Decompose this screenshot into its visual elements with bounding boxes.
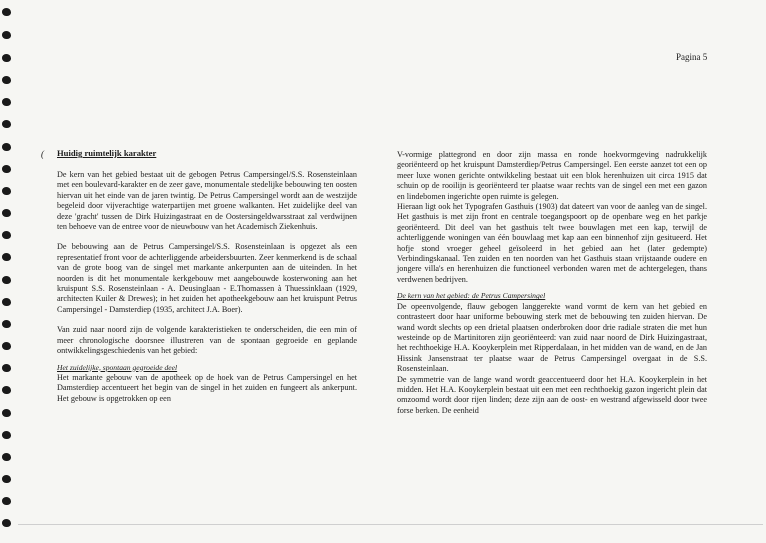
- binder-hole: [2, 76, 11, 84]
- left-column: [57, 170, 357, 404]
- binder-hole: [2, 231, 11, 239]
- binder-hole: [2, 453, 11, 461]
- paragraph: Hieraan ligt ook het Typografen Gasthuis (1903) dat dateert van voor de aanleg van de singel. Het gasthuis is met zijn front en centrale toegangspoort op de openbare weg en het parkje georiënteerd. Dit deel van het gasthuis telt twee bouwlagen met een kap, terwijl de achterliggende woningen van één bouwlaag met kap aan een binnenhof zijn gesitueerd. Het hofje stond vroeger geheel geïsoleerd in het gebied aan het (later gedempte) Verbindingskanaal. Ten zuiden en ten noorden van het Gasthuis staan vrijstaande oudere en jongere villa's en herenhuizen die functioneel verbonden waren met de achtergelegen, thans verdwenen bedrijven.: [397, 202, 707, 284]
- binder-hole: [2, 98, 11, 106]
- paragraph: De opeenvolgende, flauw gebogen langgerekte wand vormt de kern van het gebied en contrasteert door haar uniforme bebouwing sterk met de bebouwing ten zuiden hiervan. De wand wordt slechts op een drietal plaatsen onderbroken door drie radiale straten die met hun westeinde op de Martinitoren zijn georiënteerd: van zuid naar noord de Dirk Huizingastraat, het rechthoekige H.A. Kooykerplein met Ripperdalaan, in het midden van de wand, en de Jan Hissink Jansenstraat ter plaatse waar de Petrus Campersingel overgaat in de S.S. Rosensteinlaan.: [397, 301, 707, 374]
- binder-hole: [2, 8, 11, 16]
- binder-hole: [2, 253, 11, 261]
- paragraph: Van zuid naar noord zijn de volgende karakteristieken te onderscheiden, die een min of meer chronologische doorsnee illustreren van de spontaan gegroeide en geplande ontwikkelingsgeschiedenis van het gebied:: [57, 325, 357, 356]
- binder-hole: [2, 320, 11, 328]
- section-title: Huidig ruimtelijk karakter: [57, 148, 157, 158]
- page-edge-line: [18, 524, 763, 525]
- binder-hole: [2, 497, 11, 505]
- binder-hole: [2, 120, 11, 128]
- binder-hole: [2, 431, 11, 439]
- binder-hole: [2, 519, 11, 527]
- subheading: Het zuidelijke, spontaan gegroeide deel: [57, 362, 178, 372]
- paragraph: De kern van het gebied bestaat uit de gebogen Petrus Campersingel/S.S. Rosensteinlaan met een boulevard-karakter en de zeer gave, monumentale stedelijke bebouwing ten oosten hiervan uit het einde van de jaren twintig. De Petrus Campersingel wordt aan de westzijde begeleid door vijverachtige waterpartijen met groene walkanten. Het zuidelijke deel van deze 'gracht' tussen de Dirk Huizingastraat en de Oostersingeldwarsstraat zal verdwijnen ten behoeve van de entree voor de nieuwbouw van het Academisch Ziekenhuis.: [57, 170, 357, 232]
- binder-hole: [2, 364, 11, 372]
- paragraph: Het markante gebouw van de apotheek op de hoek van de Petrus Campersingel en het Damsterdiep accentueert het begin van de singel in het zuiden en fungeert als ankerpunt. Het gebouw is opgetrokken op een: [57, 372, 357, 403]
- binder-holes: [2, 0, 16, 543]
- binder-hole: [2, 475, 11, 483]
- binder-hole: [2, 187, 11, 195]
- binder-hole: [2, 276, 11, 284]
- right-column: [397, 150, 707, 416]
- page-number: Pagina 5: [676, 52, 708, 62]
- paragraph: De bebouwing aan de Petrus Campersingel/S.S. Rosensteinlaan is opgezet als een representatief front voor de achterliggende arbeidersbuurten. Zeer kenmerkend is de schaal van de grote boog van de singel met markante ankerpunten aan de uiteinden. In het noorden is dit het monumentale kerkgebouw met aangebouwde kosterwoning aan het kruispunt S.S. Rosensteinlaan - A. Deusinglaan - E.Thomassen à Thuessinklaan (1929, architecten Kuiler & Drewes); in het zuiden het apotheekgebouw aan het kruispunt Petrus Campersingel - Damsterdiep (1935, architect J.A. Boer).: [57, 242, 357, 314]
- binder-hole: [2, 54, 11, 62]
- binder-hole: [2, 143, 11, 151]
- subheading: De kern van het gebied: de Petrus Campersingel: [397, 291, 546, 301]
- binder-hole: [2, 298, 11, 306]
- paragraph: De symmetrie van de lange wand wordt geaccentueerd door het H.A. Kooykerplein in het midden. Het H.A. Kooykerplein bestaat uit een met een rechthoekig gazon ingericht plein dat omzoomd wordt door rijen linden; deze zijn aan de oost- en westrand afgewisseld door twee forse berken. De eenheid: [397, 374, 707, 415]
- binder-hole: [2, 409, 11, 417]
- binder-hole: [2, 165, 11, 173]
- binder-hole: [2, 31, 11, 39]
- margin-mark: (: [41, 149, 44, 159]
- binder-hole: [2, 342, 11, 350]
- binder-hole: [2, 386, 11, 394]
- paragraph: V-vormige plattegrond en door zijn massa en ronde hoekvormgeving nadrukkelijk georiënteerd op het kruispunt Damsterdiep/Petrus Campersingel. Een eerste aanzet tot een op meer luxe wonen gerichte ontwikkeling bestaat uit een blok herenhuizen uit circa 1915 dat schuin op de rooilijn is georiënteerd ter plaatse waar rechts van de singel een met een gazon en lindebomen ingerichte open ruimte is gelegen.: [397, 150, 707, 201]
- binder-hole: [2, 209, 11, 217]
